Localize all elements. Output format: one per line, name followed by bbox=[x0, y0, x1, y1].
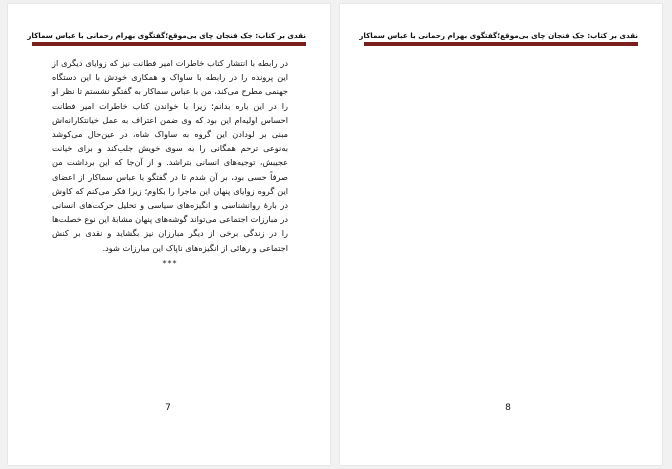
page-number: 8 bbox=[505, 403, 511, 413]
header-book-title: نقدی بر کتاب: جک فنجان چای بی‌موقع؛ bbox=[497, 31, 638, 40]
header-rule bbox=[364, 42, 638, 46]
left-page bbox=[8, 4, 330, 465]
header-conversation-title: گفتگوی بهرام رحمانی با عباس سماکار bbox=[359, 31, 498, 40]
page-number: 7 bbox=[165, 403, 171, 413]
running-header bbox=[27, 26, 306, 40]
right-page bbox=[340, 4, 662, 465]
body-paragraph: در رابطه با انتشار کتاب خاطرات امیر فطانت نیز که زوایای دیگری از این پرونده را در رابطه با ساواک و همکاری خودش با این دستگاه جهنمی مطرح می‌کند، من با عباس سماکار به گفتگو نشستم تا نظر او را در این باره بدانم؛ زیرا با خواندن کتاب خاطرات امیر فطانت احساس اولیه‌ام این بود که وی ضمن اعتراف به عمل خیانتکارانه‌اش مبنی بر لودادن این گروه به ساواک شاه، در عین‌حال می‌کوشد به‌نوعی ترحم همگانی را به سوی خویش جلب‌کند و برای خیانت عجیبش، توجیه‌های انسانی بتراشد. و از آن‌جا که این برداشت من صرفاً حسی بود، بر آن شدم تا در گفتگو با عباس سماکار از اعضای این گروه زوایای پنهان این ماجرا را بکاوم؛ زیرا فکر می‌کنم که کاوش در بارهٔ روانشناسی و انگیزه‌های سیاسی و تحلیل حرکت‌های انسانی در مبارزات اجتماعی می‌تواند گوشه‌های پنهان مشابهٔ این نوع خصلت‌ها را در زندگی برخی از دیگر مبارزان نیز بگشاید و نقدی بر کنش اجتماعی و رهائی از انگیزه‌های ناپاک این مبارزات شود. bbox=[52, 58, 288, 253]
header-book-title: نقدی بر کتاب: جک فنجان چای بی‌موقع؛ bbox=[165, 31, 306, 40]
body-text-block bbox=[52, 56, 288, 271]
running-header bbox=[359, 26, 638, 40]
header-conversation-title: گفتگوی بهرام رحمانی با عباس سماکار bbox=[27, 31, 166, 40]
section-separator: *** bbox=[162, 258, 178, 268]
header-rule bbox=[32, 42, 306, 46]
